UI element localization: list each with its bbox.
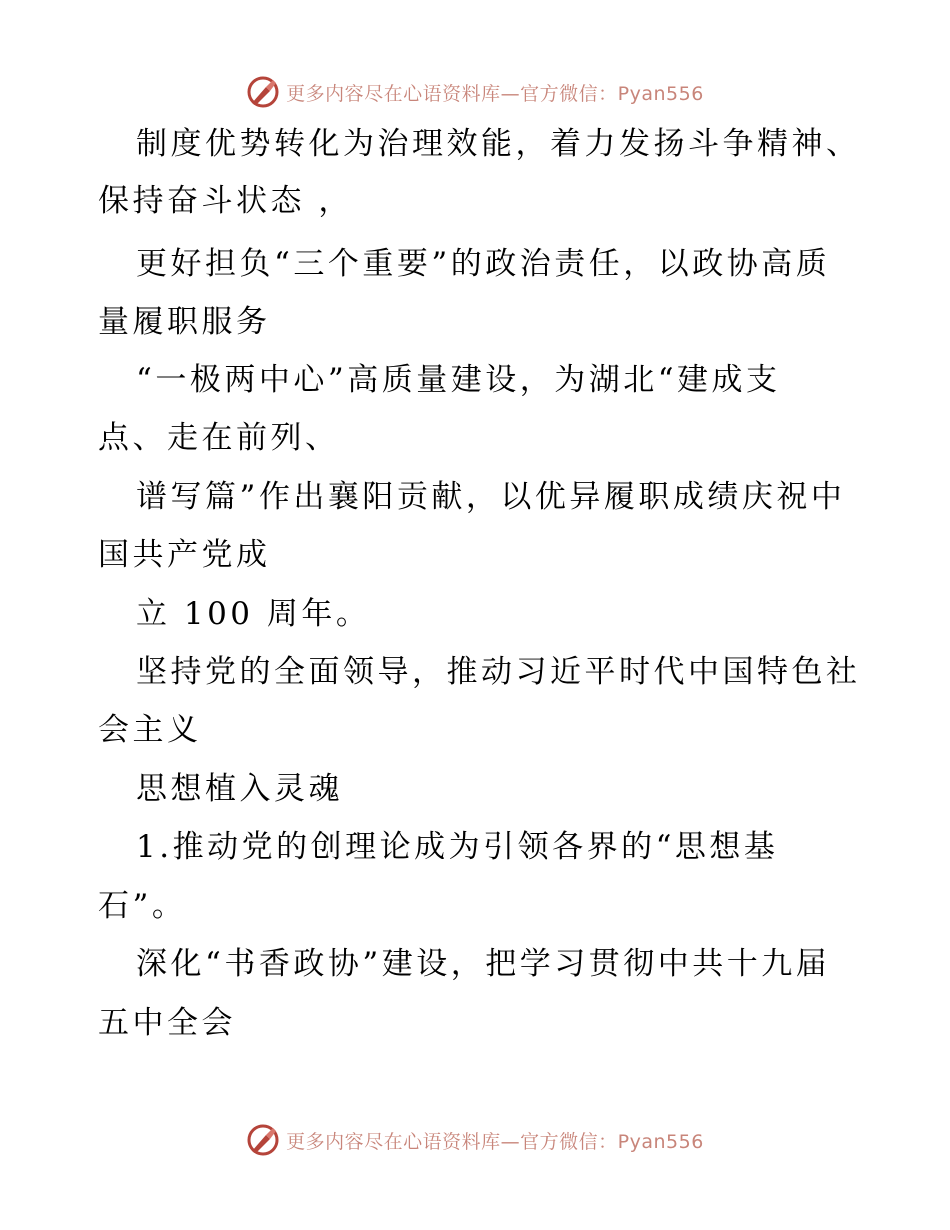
paragraph-line: 五中全会 bbox=[98, 1005, 236, 1041]
paragraph-line: 量履职服务 bbox=[98, 304, 271, 340]
paragraph-line: 国共产党成 bbox=[98, 537, 271, 573]
footer-banner-text: 更多内容尽在心语资料库—官方微信：Pyan556 bbox=[286, 1130, 704, 1153]
header-banner-text: 更多内容尽在心语资料库—官方微信：Pyan556 bbox=[286, 82, 704, 105]
paragraph-line: 会主义 bbox=[98, 712, 202, 748]
paragraph-line: 深化“书香政协”建设，把学习贯彻中共十九届 bbox=[136, 946, 831, 982]
paragraph-line: 1.推动党的创理论成为引领各界的“思想基 bbox=[136, 829, 779, 865]
paragraph-line: 点、走在前列、 bbox=[98, 420, 340, 456]
pen-logo-icon bbox=[246, 75, 280, 109]
paragraph-line: 更好担负“三个重要”的政治责任，以政协高质 bbox=[136, 246, 831, 282]
footer-banner bbox=[0, 1120, 950, 1160]
pen-logo-icon bbox=[246, 1123, 280, 1157]
header-banner bbox=[0, 72, 950, 112]
paragraph-line: 制度优势转化为治理效能，着力发扬斗争精神、 bbox=[136, 126, 861, 162]
paragraph-line: 立 100 周年。 bbox=[136, 596, 371, 632]
paragraph-line: “一极两中心”高质量建设，为湖北“建成支 bbox=[136, 362, 781, 398]
paragraph-line: 石”。 bbox=[98, 888, 187, 924]
paragraph-line: 思想植入灵魂 bbox=[136, 771, 343, 807]
paragraph-line: 坚持党的全面领导，推动习近平时代中国特色社 bbox=[136, 654, 861, 690]
paragraph-line: 谱写篇”作出襄阳贡献，以优异履职成绩庆祝中 bbox=[136, 479, 846, 515]
paragraph-line: 保持奋斗状态 ， bbox=[98, 183, 353, 219]
